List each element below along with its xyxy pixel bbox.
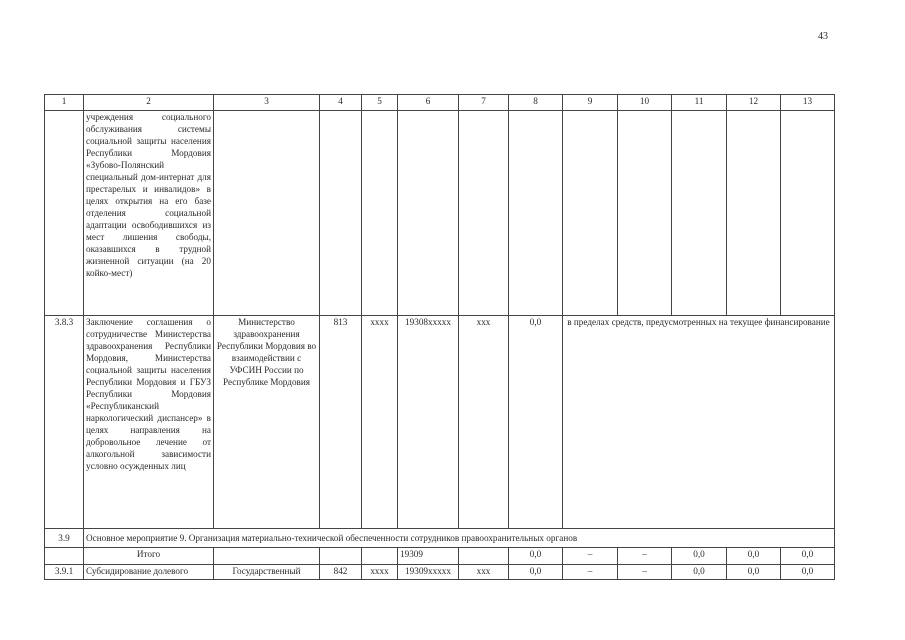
measure-name: учреждения социального обслуживания системы социальной защиты населения Республики Мордовия «Зубово-Полянский специальный дом-интернат для престарелых и инвалидов» в целях открытия на его базе отделения социальной адаптации освободившихся из мест лишения свободы, оказавшихся в трудной жизненной ситуации (на 20 койко-мест) [84,111,214,316]
cell-grbs: 813 [320,316,362,529]
column-header: 10 [618,95,672,111]
table-row-3-9-1 [45,565,835,580]
cell-year: 0,0 [727,548,781,565]
table-cell [362,548,398,565]
table-cell [563,111,618,316]
table-cell [362,111,398,316]
column-header: 3 [214,95,320,111]
cell-year: – [563,565,618,580]
cell-year: 0,0 [781,548,835,565]
row-number: 3.8.3 [45,316,84,529]
row-number: 3.9 [45,529,84,548]
executor: Государственный [214,565,320,580]
cell-total: 0,0 [509,548,563,565]
table-cell [672,111,727,316]
cell-target-code: 19309 [398,548,459,565]
cell-total: 0,0 [509,565,563,580]
column-header: 5 [362,95,398,111]
column-header: 6 [398,95,459,111]
column-header: 11 [672,95,727,111]
cell-year: 0,0 [781,565,835,580]
cell-target-code: 19309ххххх [398,565,459,580]
executor: Министерство здравоохранения Республики Мордовия во взаимодействии с УФСИН России по Республике Мордовия [214,316,320,529]
table-cell [45,111,84,316]
table-cell [727,111,781,316]
column-header: 2 [84,95,214,111]
table-cell [320,111,362,316]
column-header: 1 [45,95,84,111]
table-cell [214,111,320,316]
column-header: 12 [727,95,781,111]
table-cell [398,111,459,316]
table-row-continued [45,111,835,316]
table-cell [45,548,84,565]
table-cell [214,548,320,565]
main-measure-title: Основное мероприятие 9. Организация материально-технической обеспеченности сотрудников правоохранительных органов [84,529,835,548]
program-table [44,94,835,580]
cell-total: 0,0 [509,316,563,529]
table-cell [781,111,835,316]
total-label: Итого [84,548,214,565]
cell-year: 0,0 [727,565,781,580]
table-cell [459,548,509,565]
cell-grbs: 842 [320,565,362,580]
cell-section: хххх [362,316,398,529]
table-row-3-9 [45,529,835,548]
cell-year: 0,0 [672,565,727,580]
table-row-3-8-3 [45,316,835,529]
measure-name: Заключение соглашения о сотрудничестве Министерства здравоохранения Республики Мордовия, Министерства социальной защиты населения Республики Мордовия и ГБУЗ Республики Мордовия «Республиканский наркологический диспансер» в целях направления на добровольное лечение от алкогольной зависимости условно осужденных лиц [84,316,214,529]
page-number: 43 [818,31,828,42]
cell-target-code: 19308ххххх [398,316,459,529]
cell-expense-type: ххх [459,565,509,580]
cell-section: хххх [362,565,398,580]
column-numbers-row [45,95,835,111]
funding-note: в пределах средств, предусмотренных на текущее финансирование [563,316,835,529]
cell-year: 0,0 [672,548,727,565]
table-cell [320,548,362,565]
cell-year: – [618,548,672,565]
row-number: 3.9.1 [45,565,84,580]
cell-expense-type: ххх [459,316,509,529]
table-cell [618,111,672,316]
cell-year: – [618,565,672,580]
cell-year: – [563,548,618,565]
table-cell [509,111,563,316]
column-header: 8 [509,95,563,111]
column-header: 13 [781,95,835,111]
column-header: 4 [320,95,362,111]
table-cell [459,111,509,316]
measure-name: Субсидирование долевого [84,565,214,580]
table-row-total [45,548,835,565]
column-header: 7 [459,95,509,111]
column-header: 9 [563,95,618,111]
